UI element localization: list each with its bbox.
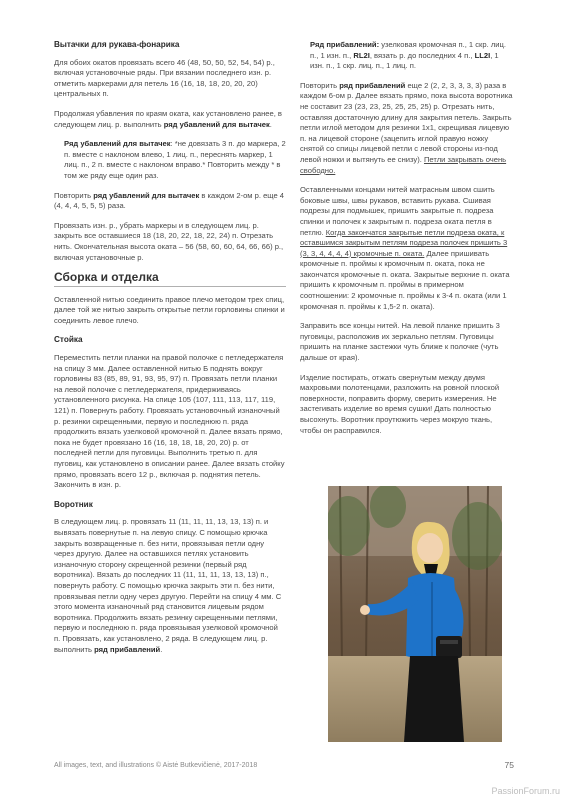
increase-row-instruction <box>300 40 514 72</box>
decrease-row-instruction <box>54 139 286 181</box>
text-span: , вязать р. до последних 4 п., <box>369 50 475 60</box>
text-span: . <box>269 119 272 129</box>
text-span: в каждом 2-ом р. еще 4 (4, 4, 4, 5, 5, 5) раза. <box>54 190 285 211</box>
paragraph-repeat-increase <box>300 81 514 176</box>
page-number: 75 <box>504 760 514 770</box>
text-span: еще 2 (2, 2, 3, 3, 3, 3) раза в каждом 6-ом р. Далее вязать прямо, пока высота воротника не составит 23 (23, 23, 25, 25, 25, 25) р. Отрезать нить, оставляя достаточную длину для закрытия петель. Закрыть петли иглой методом для резинки 1х1, скрещивая лицевую п. на лицевой стороне (зацепить иглой правую ножку снятой со спицы лицевой петли с левой стороны из-под левой ножки и вытянуть ее снизу). <box>300 80 513 164</box>
paragraph-finish-cap: Провязать изн. р., убрать маркеры и в следующем лиц. р. закрыть все оставшиеся 18 (18, 20, 22, 18, 22, 24) п. Отрезать нить. Окончательная высота оката – 56 (58, 60, 60, 64, 66, 66) р., включая установочные р. <box>54 220 284 262</box>
text-span: . <box>160 644 163 654</box>
paragraph-darts-intro: Для обоих окатов провязать всего 46 (48, 50, 50, 52, 54, 54) р., включая установочные ряды. При вязании последнего изн. р. отметить маркерами для петель 16 (16, 18, 18, 20, 20, 20) центральных п. <box>54 57 275 99</box>
model-photo <box>328 486 502 742</box>
bold-term: ряд убавлений для вытачек <box>163 119 270 129</box>
bold-term: Ряд убавлений для вытачек <box>64 139 171 149</box>
text-span: В следующем лиц. р. провязать 11 (11, 11, 11, 13, 13, 13) п. и вывязать повернутые п. на левую спицу. С помощью крючка закрыть возвращенные п. без нити, провязывая петли одну через другую. Далее на оставшихся петлях установить изнаночную сторону скрещенной резинки (первый ряд воротника). Вязать до последних 11 (11, 11, 11, 13, 13, 13) п., повернуть работу. С помощью крючка закрыть эти п. без нити, провязывая петли одну через другую. Перейти на спицу 4 мм. С этого момента изнаночный ряд становится лицевым рядом воротника. Продолжить вязать резинку скрещенными петлями, первую и последнюю п. ряда провязывая узелковой кромочной п. Провязать, как установлено, 2 ряда. В следующем лиц. р. выполнить <box>54 517 282 654</box>
subheading-collar-stand: Стойка <box>54 335 83 345</box>
model-photo-illustration <box>328 486 502 742</box>
subheading-collar: Воротник <box>54 499 93 509</box>
paragraph-buttons: Заправить все концы нитей. На левой планке пришить 3 пуговицы, расположив их зеркально петлям. Пуговицы пришить на планке застежки чуть ближе к полочке (чуть дальше от края). <box>300 321 500 363</box>
text-span: Далее пришивать кромочные п. проймы к кромочным п. оката, пока не закончатся кромочные п. оката. Закрытые верхние п. оката пришить к кромочным п. проймы в примерном соотношении: 2 кромочные п. проймы к 3-4 п. оката (или 1 кромочная п. проймы к 1,5-2 п. оката). <box>300 248 510 311</box>
bold-term: ряд прибавлений <box>94 644 161 654</box>
copyright-text: All images, text, and illustrations © Aistė Butkevičienė, 2017-2018 <box>54 762 258 769</box>
paragraph-seaming <box>300 185 514 312</box>
paragraph-blocking: Изделие постирать, отжать свернутым между двумя махровыми полотенцами, разложить на ровной плоской поверхности, поправить форму, сверить измерения. Не застегивать изделие во время сушки! Дать полностью высохнуть. Воротник проутюжить через мокрую ткань, чтобы он расправился. <box>300 372 500 435</box>
underlined-note: Когда закончатся закрытые петли подреза оката, к оставшимся закрытым петлям подреза полочек пришить 3 (3, 3, 4, 4, 4, 4) кромочные п. оката. <box>300 227 508 258</box>
text-span: Продолжая убавления по краям оката, как установлено ранее, в следующем лиц. р. выполнить <box>54 108 282 129</box>
page-footer <box>54 762 514 769</box>
bold-term: Ряд прибавлений: <box>310 40 380 49</box>
section-heading-dart-sleeves: Вытачки для рукава-фонарика <box>54 40 180 49</box>
site-watermark: PassionForum.ru <box>491 786 560 796</box>
underlined-note: Петли закрывать очень свободно. <box>300 154 507 175</box>
bold-term: ряд убавлений для вытачек <box>93 190 200 200</box>
paragraph-stand: Переместить петли планки на правой полочке с петледержателя на спицу 3 мм. Далее оставленной нитью Б поднять вокруг горловины 83 (85, 89, 91, 93, 95, 97) п. Провязать петли планки на левой полочке с петледержателя, придерживаясь установленного рисунка. На спице 105 (107, 111, 113, 117, 119, 121) п. Повернуть работу. Провязать установочный изнаночный р. резинки скрещенными, первую и последнюю п. ряда продолжить вязать узелковой кромочной п. Далее вязать прямо, пока не будет провязано 16 (16, 18, 18, 18, 20, 20) р. от последней петли для пуговицы. Выполнить третью п. для пуговиц, как установлено в описании ранее. Далее вязать стойку прямо, провязать всего 12 р., включая р. поднятия петель. Закончить в изн. р. <box>54 353 285 490</box>
text-span: Повторить <box>54 190 94 200</box>
text-span: : *не довязать 3 п. до маркера, 2 п. вместе с наклоном влево, 1 лиц. п., переснять маркер, 1 лиц. п., 2 п. вместе с наклоном вправо.* Повторить между * в том же ряду еще один раз. <box>64 139 286 180</box>
text-span: Повторить <box>300 80 340 90</box>
paragraph-shoulders: Оставленной нитью соединить правое плечо методом трех спиц, далее той же нитью закрыть открытые петли горловины спинки и соединить левое плечо. <box>54 294 285 325</box>
section-title-assembly: Сборка и отделка <box>54 272 286 287</box>
paragraph-darts-continue <box>54 109 286 130</box>
left-column <box>54 40 286 664</box>
bold-term: RL2I <box>353 50 370 60</box>
text-span: , 1 изн. п., 1 скр. лиц. п., 1 лиц. п. <box>310 50 499 71</box>
text-span: Оставленными концами нитей матрасным швом сшить боковые швы, швы рукавов, вставить рукава. Сшивая подрезы для подмышек, пришить закрытые п. подреза спинки и полочек к закрытым п. подреза оката петля в петлю. <box>300 185 495 237</box>
paragraph-repeat-decrease <box>54 191 286 212</box>
bold-term: ряд прибавлений <box>339 80 406 90</box>
paragraph-collar <box>54 517 286 655</box>
text-span: узелковая кромочная п., 1 скр. лиц. п., 1 изн. п., <box>310 40 506 60</box>
right-column <box>300 40 514 445</box>
bold-term: LL2I <box>474 50 491 60</box>
